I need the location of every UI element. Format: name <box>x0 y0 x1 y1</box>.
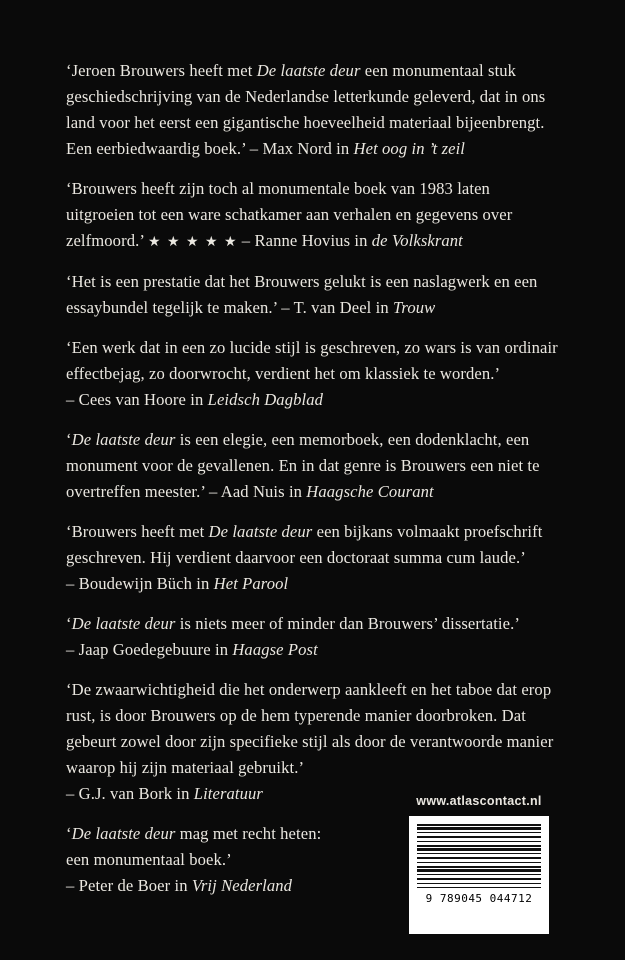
book-or-publication-title: Trouw <box>393 298 436 317</box>
book-or-publication-title: De laatste deur <box>71 430 176 449</box>
quote-text: ‘Een werk dat in een zo lucide stijl is geschreven, zo wars is van ordinair effectbejag, zo doorwrocht, verdient het om klassiek te worden.’ <box>66 338 558 383</box>
barcode <box>409 816 549 934</box>
quote-text: mag met recht heten: <box>175 824 322 843</box>
quote-text: – G.J. van Bork in <box>66 784 194 803</box>
quote-text: ‘Brouwers heeft zijn toch al monumentale boek van 1983 laten uitgroeien tot een ware schatkamer aan verhalen en gegevens over zelfmoord.’ <box>66 179 513 250</box>
quote-text: – Jaap Goedegebuure in <box>66 640 233 659</box>
quote-text: ‘Het is een prestatie dat het Brouwers gelukt is een naslagwerk en een essaybundel tegelijk te maken.’ – T. van Deel in <box>66 272 538 317</box>
isbn-number: 9 789045 044712 <box>425 892 533 905</box>
review-quote <box>66 677 562 807</box>
review-quote <box>66 176 562 255</box>
quote-text: een bijkans volmaakt proefschrift geschreven. Hij verdient daarvoor een doctoraat summa cum laude.’ <box>66 522 543 567</box>
quote-text: ‘ <box>66 614 72 633</box>
review-quote <box>66 519 562 597</box>
publisher-website: www.atlascontact.nl <box>416 794 542 808</box>
star-rating: ★ ★ ★ ★ ★ <box>147 234 238 250</box>
book-or-publication-title: De laatste deur <box>71 614 176 633</box>
review-quote <box>66 611 562 663</box>
review-quote <box>66 821 396 899</box>
book-or-publication-title: Literatuur <box>193 784 263 803</box>
quote-text: ‘ <box>66 430 72 449</box>
book-or-publication-title: Vrij Nederland <box>191 876 293 895</box>
quote-text: een monumentaal boek.’ <box>66 850 232 869</box>
quote-text: is een elegie, een memorboek, een dodenklacht, een monument voor de gevallenen. En in dat genre is Brouwers een niet te overtreffen meester.’ – Aad Nuis in <box>66 430 540 501</box>
review-quote <box>66 335 562 413</box>
barcode-area <box>409 794 549 934</box>
review-quote <box>66 269 562 321</box>
book-or-publication-title: De laatste deur <box>71 824 176 843</box>
book-or-publication-title: Haagsche Courant <box>306 482 434 501</box>
quote-text: ‘Jeroen Brouwers heeft met <box>66 61 257 80</box>
quote-text: – Peter de Boer in <box>66 876 192 895</box>
quotes-list <box>66 58 562 913</box>
quote-text: ‘ <box>66 824 72 843</box>
book-or-publication-title: Leidsch Dagblad <box>207 390 323 409</box>
quote-text: – Boudewijn Büch in <box>66 574 214 593</box>
barcode-bars-icon <box>417 824 541 888</box>
book-or-publication-title: De laatste deur <box>208 522 313 541</box>
review-quote <box>66 58 562 162</box>
quote-text: – Cees van Hoore in <box>66 390 208 409</box>
book-or-publication-title: Het oog in ’t zeil <box>353 139 466 158</box>
quote-text: ‘De zwaarwichtigheid die het onderwerp aankleeft en het taboe dat erop rust, is door Brouwers op de hem typerende manier doorbroken. Dat gebeurt zowel door zijn specifieke stijl als door de verantwoorde manier waarop hij zijn materiaal gebruikt.’ <box>66 680 554 777</box>
book-or-publication-title: De laatste deur <box>256 61 361 80</box>
quote-text: – Ranne Hovius in <box>237 231 372 250</box>
book-or-publication-title: Het Parool <box>213 574 289 593</box>
quote-text: een monumentaal stuk geschiedschrijving van de Nederlandse letterkunde geleverd, dat in ons land voor het eerst een gigantische hoeveelheid materiaal bijeenbrengt. Een eerbiedwaardig boek.’ – Max Nord in <box>66 61 546 158</box>
book-or-publication-title: Haagse Post <box>232 640 318 659</box>
quote-text: ‘Brouwers heeft met <box>66 522 209 541</box>
review-quote <box>66 427 562 505</box>
quote-text: is niets meer of minder dan Brouwers’ dissertatie.’ <box>175 614 520 633</box>
book-or-publication-title: de Volkskrant <box>371 231 463 250</box>
